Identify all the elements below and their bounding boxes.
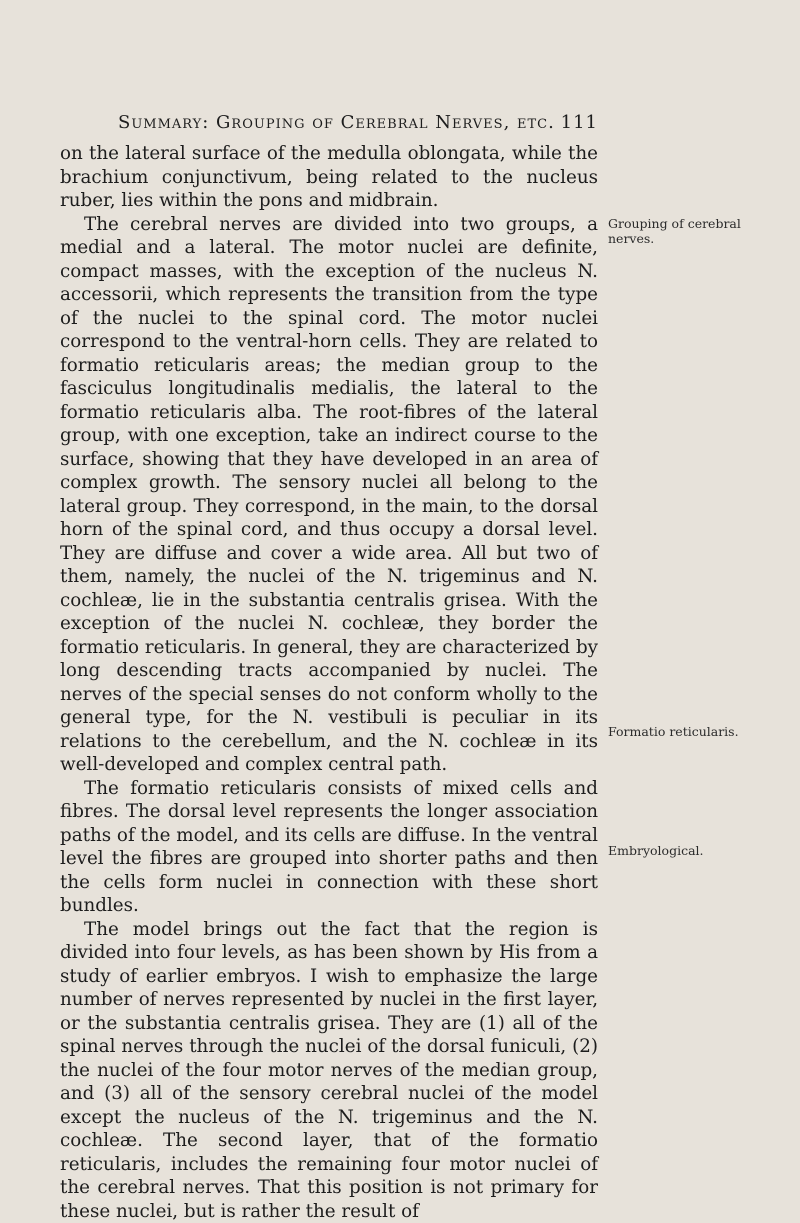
margin-note-formatio: Formatio reticularis. [608, 724, 768, 739]
running-head [118, 112, 598, 133]
page-number: 111 [561, 112, 598, 133]
paragraph: The model brings out the fact that the region is divided into four levels, as has been shown by His from a study of earlier embryos. I wish to emphasize the large number of nerves represented by nuclei in the first layer, or the substantia centralis grisea. They are (1) all of the spinal nerves through the nuclei of the dorsal funiculi, (2) the nuclei of the four motor nerves of the median group, and (3) all of the sensory cerebral nuclei of the model except the nucleus of the N. trigeminus and the N. cochleæ. The second layer, that of the formatio reticularis, includes the remaining four motor nuclei of the cerebral nerves. That this position is not primary for these nuclei, but is rather the result of [60, 918, 598, 1223]
margin-note-grouping: Grouping of cerebral nerves. [608, 216, 768, 246]
paragraph: on the lateral surface of the medulla oblongata, while the brachium conjunctivum, being related to the nucleus ruber, lies within the pons and midbrain. [60, 142, 598, 213]
body-text [60, 142, 598, 1223]
paragraph: The formatio reticularis consists of mixed cells and fibres. The dorsal level represents the longer association paths of the model, and its cells are diffuse. In the ventral level the fibres are grouped into shorter paths and then the cells form nuclei in connection with these short bundles. [60, 777, 598, 918]
paragraph: The cerebral nerves are divided into two groups, a medial and a lateral. The motor nuclei are definite, compact masses, with the exception of the nucleus N. accessorii, which represents the transition from the type of the nuclei to the spinal cord. The motor nuclei correspond to the ventral-horn cells. They are related to formatio reticularis areas; the median group to the fasciculus longitudinalis medialis, the lateral to the formatio reticularis alba. The root-fibres of the lateral group, with one exception, take an indirect course to the surface, showing that they have developed in an area of complex growth. The sensory nuclei all belong to the lateral group. They correspond, in the main, to the dorsal horn of the spinal cord, and thus occupy a dorsal level. They are diffuse and cover a wide area. All but two of them, namely, the nuclei of the N. trigeminus and N. cochleæ, lie in the substantia centralis grisea. With the exception of the nuclei N. cochleæ, they border the formatio reticularis. In general, they are characterized by long descending tracts accompanied by nuclei. The nerves of the special senses do not conform wholly to the general type, for the N. vestibuli is peculiar in its relations to the cerebellum, and the N. cochleæ in its well-developed and complex central path. [60, 213, 598, 777]
margin-note-embryological: Embryological. [608, 843, 768, 858]
running-head-title: Summary: Grouping of Cerebral Nerves, etc. [118, 112, 555, 133]
